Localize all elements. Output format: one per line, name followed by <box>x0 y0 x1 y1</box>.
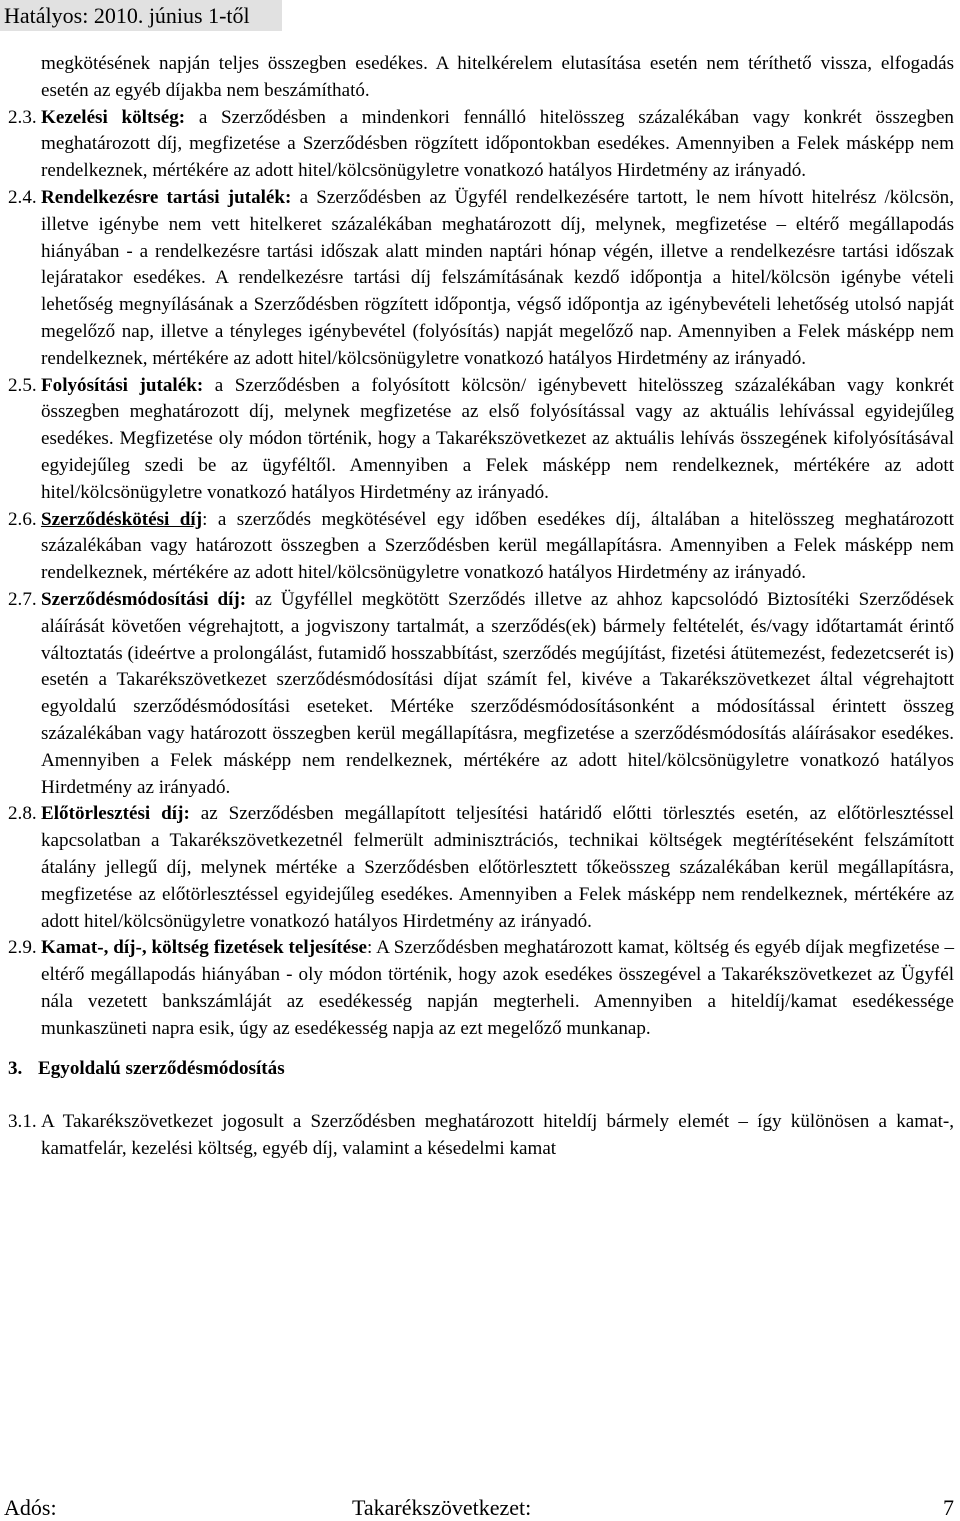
item-text: az Szerződésben megállapított teljesítési határidő előtti törlesztés esetén, az előtörlesztéssel kapcsolatban a Takarékszövetkezetnél felmerült adminisztrációs, technikai költségek megtérítéseként felszámított átalány jellegű díj, melynek mértéke a Szerződésben előtörlesztett tőkeösszeg százalékában kerül megállapításra, megfizetése az előtörlesztéssel egyidejűleg esedékes. Amennyiben a Felek másképp nem rendelkeznek, mértékére az adott hitel/kölcsönügyletre vonatkozó hatályos Hirdetmény az irányadó. <box>41 803 954 932</box>
item-2-8 <box>8 801 954 935</box>
section-3-heading <box>8 1056 954 1083</box>
page-footer <box>0 1494 960 1521</box>
item-text: a Szerződésben az Ügyfél rendelkezésére tartott, le nem hívott hitelrész /kölcsön, illetve igénybe nem vett hitelkeret százalékában meghatározott díj, melynek, megfizetése – eltérő megállapodás hiányában - a rendelkezésre tartási időszak alatt minden naptári hónap végén, illetve a rendelkezésre tartási időszak lejáratakor esedékes. A rendelkezésre tartási díj felszámításának kezdő időpontja a hitel/kölcsön igénybe vételi lehetőség megnyílásának a Szerződésben rögzített időpontja, végső időpontja az igénybevételi lehetőség utolsó napját megelőző nap, illetve a tényleges igénybevétel (folyósítás) napját megelőző nap. Amennyiben a Felek másképp nem rendelkeznek, mértékére az adott hitel/kölcsönügyletre vonatkozó hatályos Hirdetmény az irányadó. <box>41 186 954 369</box>
item-term: Folyósítási jutalék: <box>41 374 204 396</box>
item-text: a Szerződésben a mindenkori fennálló hitelösszeg százalékában vagy konkrét összegben meghatározott díj, megfizetése a Szerződésben rögzített időpontokban esedékes. Amennyiben a Felek másképp nem rendelkeznek, mértékére az adott hitel/kölcsönügyletre vonatkozó hatályos Hirdetmény az irányadó. <box>41 106 954 182</box>
item-term: Szerződésmódosítási díj: <box>41 588 247 610</box>
item-text: : A Szerződésben meghatározott kamat, költség és egyéb díjak megfizetése – eltérő megállapodás hiányában - oly módon történik, hogy azok esedékes összegével a Takarékszövetkezet az Ügyfél nála vezetett bankszámláját az esedékesség napján megterheli. Amennyiben a hiteldíj/kamat esedékessége munkaszüneti napra esik, úgy az esedékesség napja az ezt megelőző munkanap. <box>41 937 955 1039</box>
item-term: Kamat-, díj-, költség fizetések teljesítése <box>41 937 367 959</box>
item-2-4 <box>8 185 954 373</box>
item-number: 2.7. <box>8 588 37 610</box>
item-text: : a szerződés megkötésével egy időben esedékes díj, általában a hitelösszeg meghatározott százalékában vagy határozott összegben a Szerződésben kerül megállapításra. Amennyiben a Felek másképp nem rendelkeznek, mértékére az adott hitel/kölcsönügyletre vonatkozó hatályos Hirdetmény az irányadó. <box>41 508 954 584</box>
item-text: az Ügyféllel megkötött Szerződés illetve az ahhoz kapcsolódó Biztosítéki Szerződések aláírását követően végrehajtott, a jogviszony tartalmát, a szerződés(ek) bármely feltételét, és/vagy időtartamát érintő változtatás (ideértve a prolongálást, futamidő hosszabbítást, szerződés megújítást, fizetési átütemezést, fedezetcserét is) esetén a Takarékszövetkezet szerződésmódosítási díjat számít fel, kivéve a Takarékszövetkezet által végrehajtott egyoldalú szerződésmódosítási eseteket. Mértéke szerződésmódosításonként a módosítással érintett összeg százalékában vagy határozott összegben kerül megállapításra, megfizetése a szerződésmódosítás aláírásakor esedékes. Amennyiben a Felek másképp nem rendelkeznek, mértékére az adott hitel/kölcsönügyletre vonatkozó hatályos Hirdetmény az irányadó. <box>41 588 954 798</box>
item-2-7 <box>8 587 954 801</box>
footer-debtor-label: Adós: <box>4 1495 57 1520</box>
item-text: a Szerződésben a folyósított kölcsön/ igénybevett hitelösszeg százalékában vagy konkrét összegben meghatározott díj, melynek megfizetése az első folyósítással vagy az aktuális lehívással egyidejűleg esedékes. Megfizetése oly módon történik, hogy a Takarékszövetkezet az aktuális lehívás összegének kifolyósításával egyidejűleg szedi be az ügyféltől. Amennyiben a Felek másképp nem rendelkeznek, mértékére az adott hitel/kölcsönügyletre vonatkozó hatályos Hirdetmény az irányadó. <box>41 374 954 503</box>
item-number: 2.6. <box>8 508 37 530</box>
item-term: Rendelkezésre tartási jutalék: <box>41 186 292 208</box>
intro-paragraph <box>8 51 954 105</box>
item-3-1 <box>8 1109 954 1163</box>
page-number: 7 <box>943 1495 954 1520</box>
item-2-9 <box>8 935 954 1042</box>
footer-coop-label: Takarékszövetkezet: <box>352 1495 532 1520</box>
item-number: 2.9. <box>8 937 37 959</box>
item-2-3 <box>8 105 954 185</box>
item-text: A Takarékszövetkezet jogosult a Szerződésben meghatározott hiteldíj bármely elemét – így különösen a kamat-, kamatfelár, kezelési költség, egyéb díj, valamint a késedelmi kamat <box>41 1111 954 1160</box>
item-number: 2.3. <box>8 106 37 128</box>
item-number: 3.1. <box>8 1111 37 1133</box>
item-number: 2.8. <box>8 803 37 825</box>
item-term: Szerződéskötési díj <box>41 508 203 530</box>
item-term: Kezelési költség: <box>41 106 186 128</box>
item-term: Előtörlesztési díj: <box>41 803 190 825</box>
section-number: 3. <box>8 1058 23 1080</box>
item-2-5 <box>8 373 954 507</box>
document-body <box>8 51 954 1163</box>
intro-text: megkötésének napján teljes összegben esedékes. A hitelkérelem elutasítása esetén nem téríthető vissza, elfogadás esetén az egyéb díjakba nem beszámítható. <box>41 53 954 101</box>
effective-date-header: Hatályos: 2010. június 1-től <box>0 0 282 31</box>
item-2-6 <box>8 507 954 587</box>
item-number: 2.4. <box>8 186 37 208</box>
section-title: Egyoldalú szerződésmódosítás <box>38 1058 285 1080</box>
item-number: 2.5. <box>8 374 37 396</box>
